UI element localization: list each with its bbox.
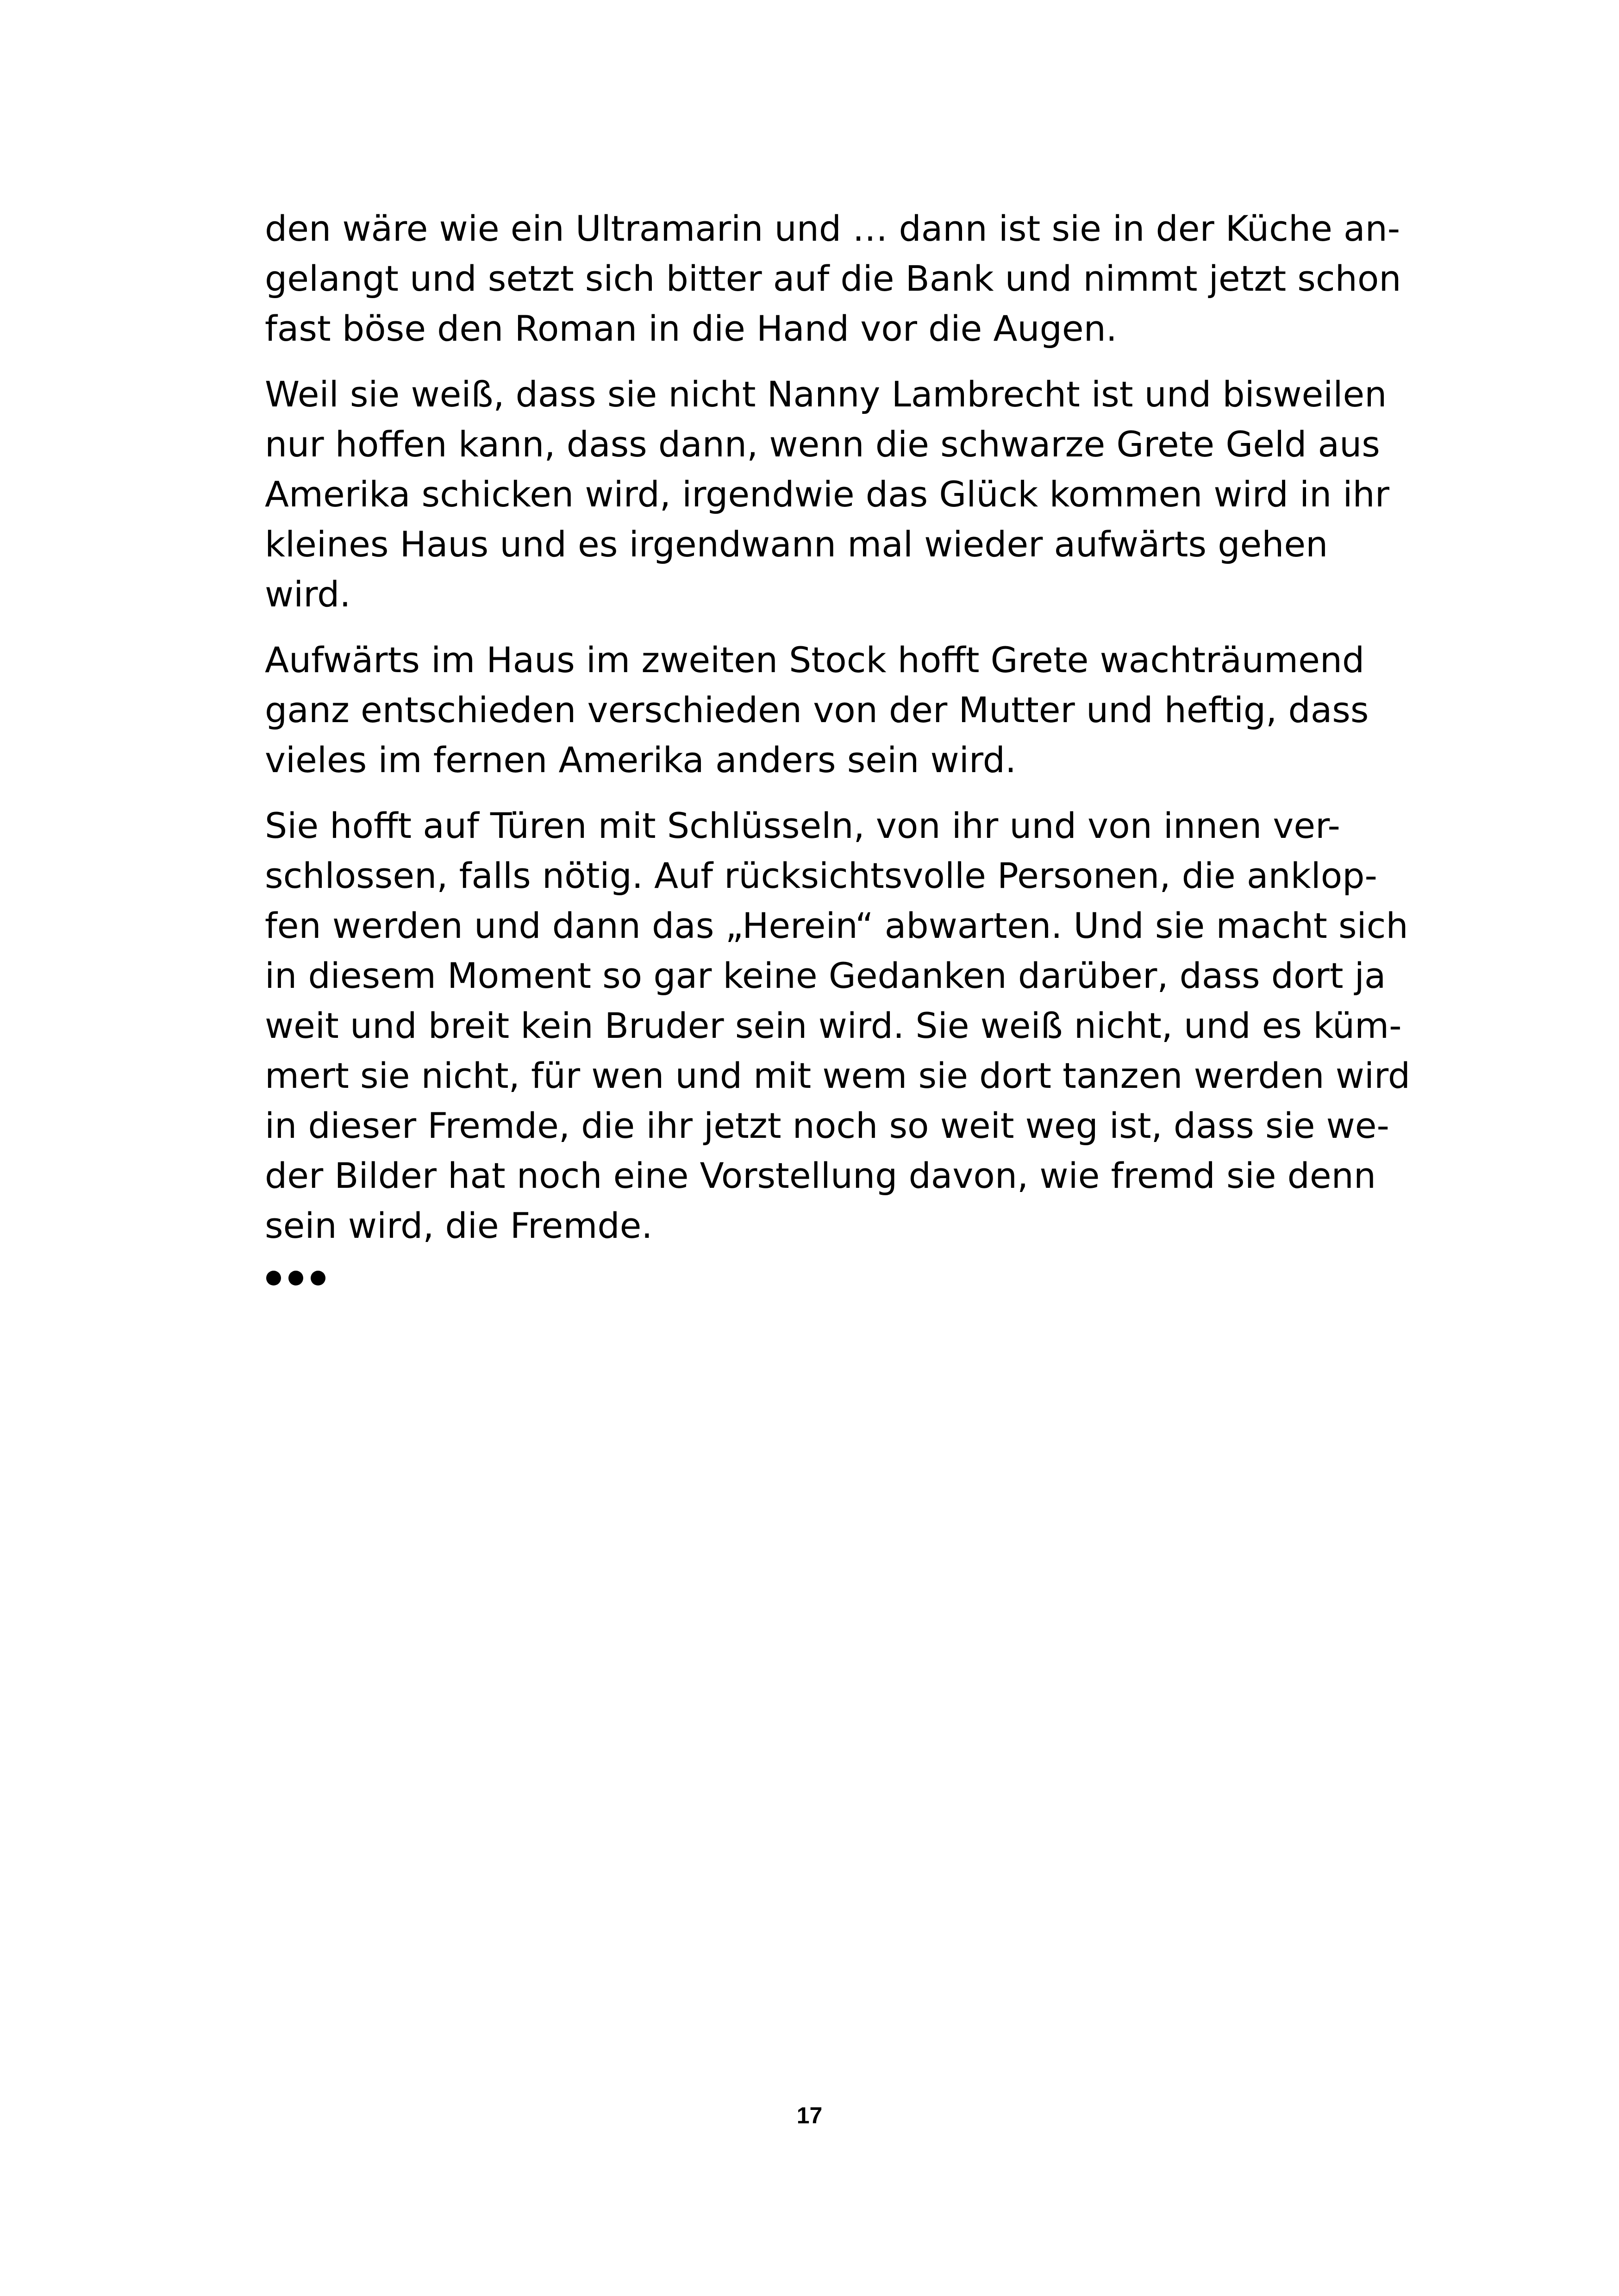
- text-line: gelangt und setzt sich bitter auf die Bank und nimmt jetzt schon: [265, 258, 1401, 299]
- ornament-svg: [265, 1267, 334, 1290]
- text-line: kleines Haus und es irgendwann mal wieder aufwärts gehen: [265, 524, 1328, 565]
- text-line: in dieser Fremde, die ihr jetzt noch so weit weg ist, dass sie we-: [265, 1105, 1389, 1146]
- text-line: der Bilder hat noch eine Vorstellung davon, wie fremd sie denn: [265, 1155, 1376, 1196]
- paragraph-4: [265, 801, 1422, 1251]
- three-dots-section-break-icon: [265, 1267, 1422, 1294]
- text-line: nur hoffen kann, dass dann, wenn die schwarze Grete Geld aus: [265, 424, 1380, 465]
- text-line: ganz entschieden verschieden von der Mutter und heftig, dass: [265, 689, 1369, 730]
- body-text: [265, 204, 1422, 1294]
- text-line: wird.: [265, 574, 351, 615]
- text-line: fen werden und dann das „Herein“ abwarten. Und sie macht sich: [265, 905, 1408, 946]
- text-line: weit und breit kein Bruder sein wird. Sie weiß nicht, und es küm-: [265, 1005, 1402, 1046]
- text-line: Weil sie weiß, dass sie nicht Nanny Lambrecht ist und bisweilen: [265, 374, 1387, 415]
- text-line: in diesem Moment so gar keine Gedanken darüber, dass dort ja: [265, 955, 1386, 996]
- text-line: schlossen, falls nötig. Auf rücksichtsvolle Personen, die anklop-: [265, 855, 1377, 896]
- text-line: den wäre wie ein Ultramarin und … dann ist sie in der Küche an-: [265, 208, 1400, 249]
- page-number: 17: [796, 2103, 823, 2128]
- text-line: fast böse den Roman in die Hand vor die Augen.: [265, 308, 1117, 349]
- paragraph-2: [265, 369, 1422, 619]
- text-line: vieles im fernen Amerika anders sein wird.: [265, 739, 1017, 780]
- text-line: sein wird, die Fremde.: [265, 1205, 653, 1246]
- paragraph-3: [265, 635, 1422, 785]
- text-line: Amerika schicken wird, irgendwie das Glück kommen wird in ihr: [265, 474, 1389, 515]
- text-line: Aufwärts im Haus im zweiten Stock hofft Grete wachträumend: [265, 639, 1365, 680]
- text-line: mert sie nicht, für wen und mit wem sie dort tanzen werden wird: [265, 1055, 1411, 1096]
- text-line: Sie hofft auf Türen mit Schlüsseln, von ihr und von innen ver-: [265, 805, 1340, 846]
- paragraph-1: [265, 204, 1422, 354]
